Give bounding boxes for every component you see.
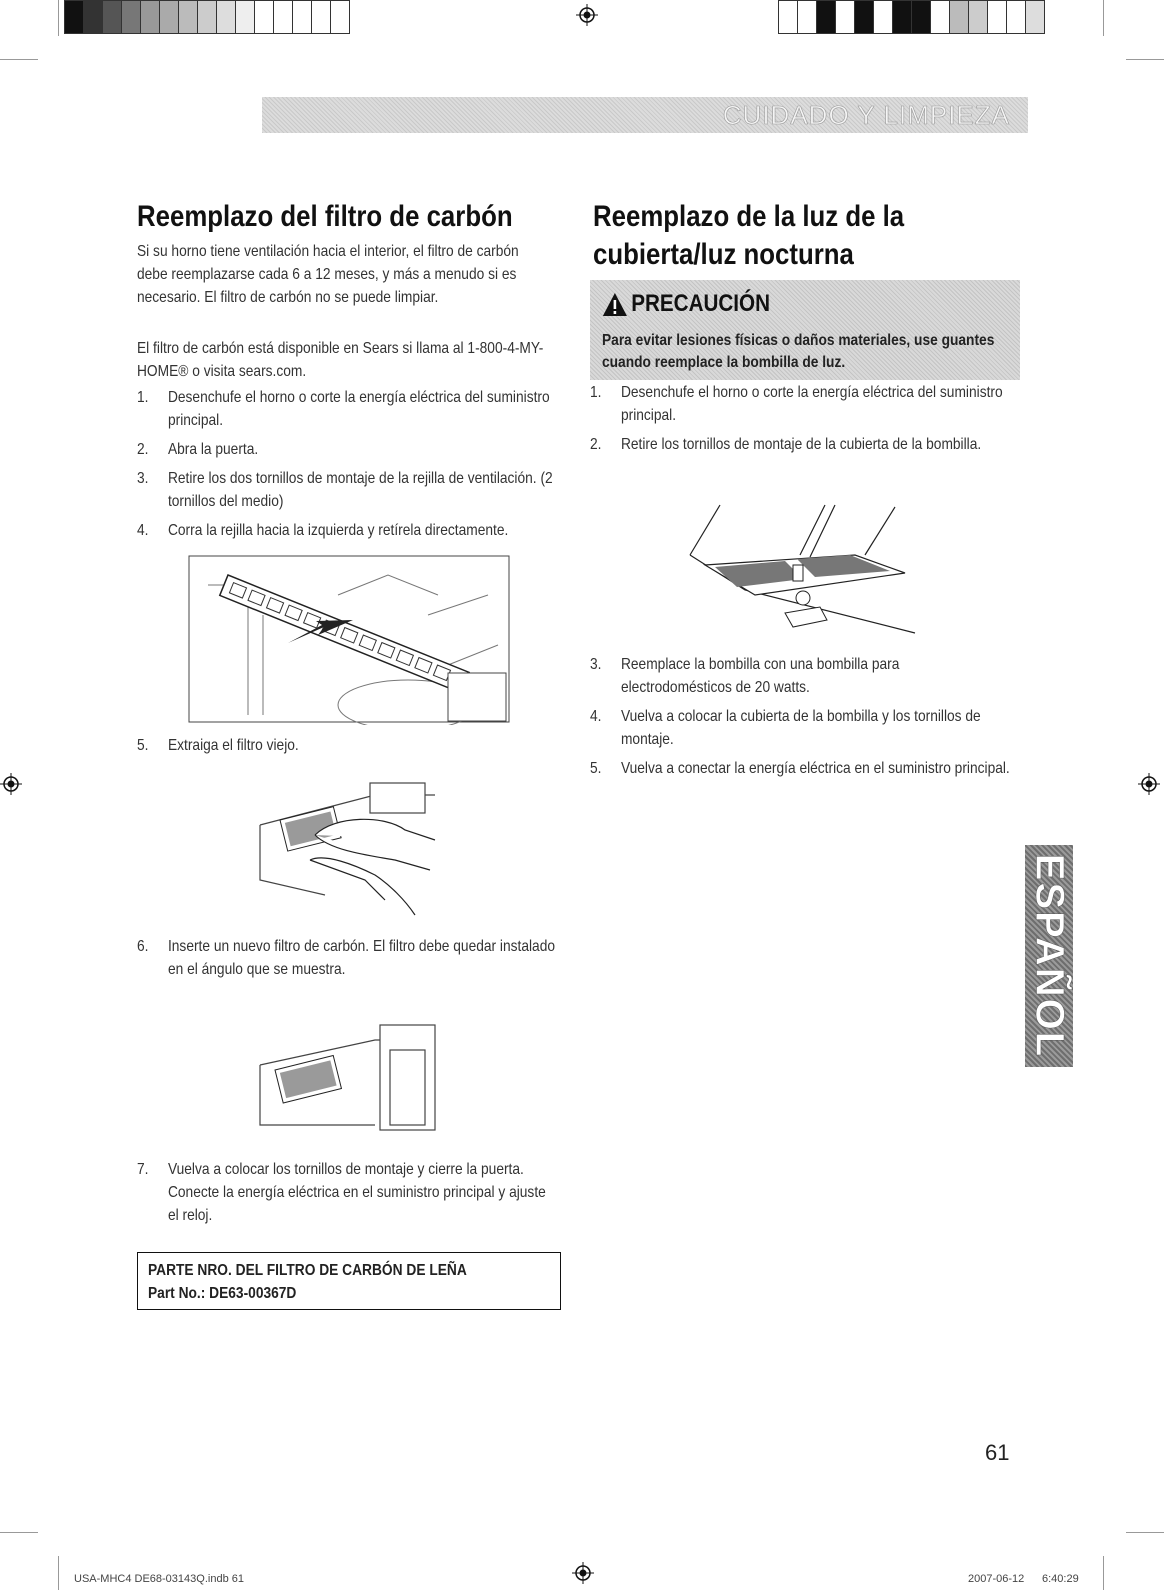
- list-item: 5. Extraiga el filtro viejo.: [137, 737, 299, 754]
- section-header-bar: [262, 97, 1028, 133]
- right-steps-1-2: [590, 381, 1011, 462]
- list-item: 3. Reemplace la bombilla con una bombilla para electrodomésticos de 20 watts.: [590, 656, 900, 696]
- caution-title: PRECAUCIÓN: [631, 290, 770, 317]
- footer-file-info: USA-MHC4 DE68-03143Q.indb 61: [74, 1573, 244, 1585]
- list-item: 5. Vuelva a conectar la energía eléctrica en el suministro principal.: [590, 760, 1010, 777]
- caution-box: [590, 280, 1020, 380]
- language-side-tab: [1025, 845, 1073, 1067]
- left-paragraph-2: El filtro de carbón está disponible en Sears si llama al 1-800-4-MY-HOME® o visita sears.com.: [137, 340, 544, 380]
- part-number-box: [137, 1252, 561, 1310]
- crop-mark: [1126, 59, 1164, 60]
- crop-mark: [0, 1532, 38, 1533]
- list-item: 3. Retire los dos tornillos de montaje de la rejilla de ventilación. (2 tornillos del medio): [137, 470, 553, 510]
- list-item: 2. Retire los tornillos de montaje de la cubierta de la bombilla.: [590, 436, 982, 453]
- list-item: 2. Abra la puerta.: [137, 441, 259, 458]
- left-step-7: [137, 1158, 558, 1233]
- registration-mark-icon: [576, 4, 598, 26]
- light-cover-illustration: [685, 495, 925, 645]
- crop-mark: [1103, 1556, 1104, 1590]
- registration-mark-icon: [572, 1562, 594, 1584]
- crop-mark: [1103, 0, 1104, 36]
- right-heading-line-1: Reemplazo de la luz de la: [593, 200, 905, 233]
- vent-grille-illustration: [188, 555, 510, 725]
- left-paragraph-1: Si su horno tiene ventilación hacia el interior, el filtro de carbón debe reemplazarse cada 6 a 12 meses, y más a menudo si es necesario. El filtro de carbón no se puede limpiar.: [137, 243, 519, 306]
- warning-triangle-icon: [602, 291, 628, 317]
- left-heading: Reemplazo del filtro de carbón: [137, 200, 513, 233]
- color-registration-bar-right: [778, 0, 1044, 34]
- list-item: 1. Desenchufe el horno o corte la energía eléctrica del suministro principal.: [590, 384, 1003, 424]
- left-steps-1-4: [137, 386, 558, 548]
- caution-text: Para evitar lesiones físicas o daños materiales, use guantes cuando reemplace la bombilla de luz.: [602, 332, 995, 371]
- registration-mark-icon: [1138, 773, 1160, 795]
- list-item: 4. Corra la rejilla hacia la izquierda y retírela directamente.: [137, 522, 509, 539]
- section-title: CUIDADO Y LIMPIEZA: [722, 100, 1010, 130]
- part-number-value: Part No.: DE63-00367D: [148, 1285, 297, 1302]
- part-number-title: PARTE NRO. DEL FILTRO DE CARBÓN DE LEÑA: [148, 1262, 467, 1279]
- right-steps-3-5: [590, 653, 1011, 786]
- crop-mark: [0, 59, 38, 60]
- remove-filter-illustration: [255, 775, 440, 925]
- page-number: 61: [985, 1440, 1010, 1465]
- left-step-5: [137, 734, 558, 763]
- list-item: 1. Desenchufe el horno o corte la energía eléctrica del suministro principal.: [137, 389, 550, 429]
- footer-time: 6:40:29: [1042, 1573, 1079, 1585]
- registration-mark-icon: [0, 773, 22, 795]
- caution-title-row: [602, 290, 770, 318]
- right-heading-line-2: cubierta/luz nocturna: [593, 238, 854, 271]
- crop-mark: [1126, 1532, 1164, 1533]
- footer-date: 2007-06-12: [968, 1573, 1025, 1585]
- crop-mark: [58, 0, 59, 36]
- color-registration-bar-left: [64, 0, 349, 34]
- crop-mark: [58, 1556, 59, 1590]
- list-item: 7. Vuelva a colocar los tornillos de montaje y cierre la puerta. Conecte la energía eléctrica en el suministro principal y ajuste el reloj.: [137, 1161, 546, 1224]
- list-item: 4. Vuelva a colocar la cubierta de la bombilla y los tornillos de montaje.: [590, 708, 981, 748]
- install-filter-illustration: [255, 1005, 445, 1135]
- left-step-6: [137, 935, 558, 987]
- language-tab-label: ESPAÑOL: [1027, 853, 1072, 1059]
- list-item: 6. Inserte un nuevo filtro de carbón. El filtro debe quedar instalado en el ángulo que se muestra.: [137, 938, 556, 978]
